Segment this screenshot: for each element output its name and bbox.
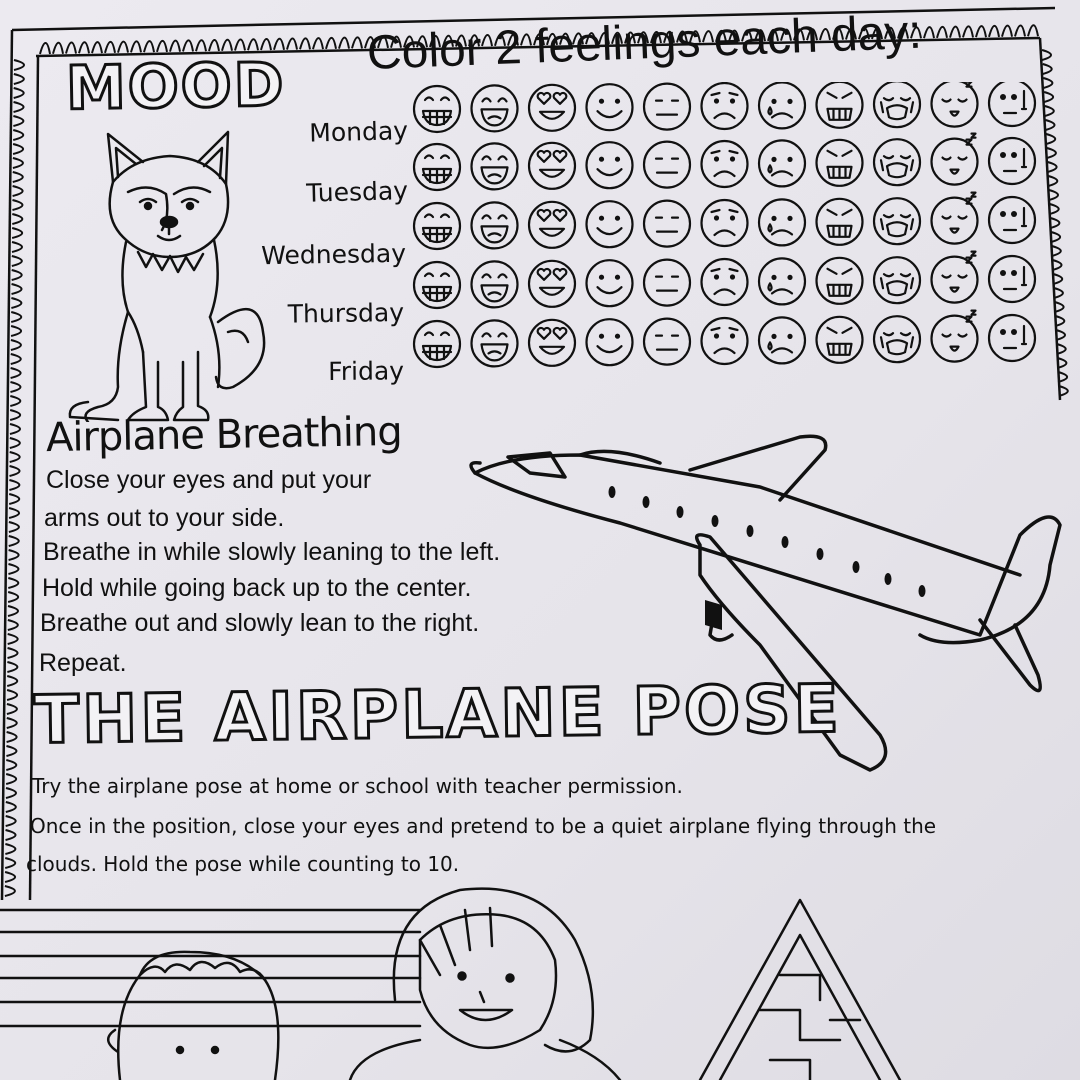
neutral-face-icon[interactable] <box>644 142 690 188</box>
sleepy-face-icon[interactable] <box>932 82 978 127</box>
angry-face-icon[interactable] <box>817 140 863 186</box>
neutral-face-icon[interactable] <box>644 201 690 247</box>
laughing-face-icon[interactable] <box>472 85 518 131</box>
day-label-tuesday: Tuesday <box>305 176 409 208</box>
airplane-breathing-heading: Airplane Breathing <box>45 408 403 462</box>
tracker-heading: Color 2 feelings each day: <box>366 5 923 80</box>
smiling-face-icon[interactable] <box>587 319 633 365</box>
breathing-line-5: Breathe out and slowly lean to the right. <box>40 609 480 637</box>
worried-face-icon[interactable] <box>989 315 1035 361</box>
crying-face-icon[interactable] <box>759 82 805 128</box>
sleepy-face-icon[interactable] <box>932 134 978 185</box>
sobbing-face-icon[interactable] <box>874 257 920 303</box>
neutral-face-icon[interactable] <box>644 260 690 306</box>
heart-eyes-face-icon[interactable] <box>529 320 575 366</box>
frowning-face-icon[interactable] <box>702 141 748 187</box>
frowning-face-icon[interactable] <box>702 83 748 129</box>
breathing-line-6: Repeat. <box>39 649 127 677</box>
husky-dog-illustration <box>58 122 273 422</box>
grinning-face-icon[interactable] <box>414 262 460 308</box>
laughing-face-icon[interactable] <box>472 143 518 189</box>
pose-line-2: Once in the position, close your eyes and pretend to be a quiet airplane flying through the <box>30 814 937 838</box>
worried-face-icon[interactable] <box>989 82 1035 126</box>
smiling-face-icon[interactable] <box>587 142 633 188</box>
breathing-line-3: Breathe in while slowly leaning to the left. <box>43 538 501 566</box>
sobbing-face-icon[interactable] <box>874 139 920 185</box>
sleepy-face-icon[interactable] <box>932 193 978 244</box>
smiling-face-icon[interactable] <box>587 84 633 130</box>
heart-eyes-face-icon[interactable] <box>529 202 575 248</box>
day-label-thursday: Thursday <box>287 297 405 329</box>
smiling-face-icon[interactable] <box>587 260 633 306</box>
sobbing-face-icon[interactable] <box>874 82 920 127</box>
frowning-face-icon[interactable] <box>702 200 748 246</box>
airplane-pose-title: THE AIRPLANE POSE <box>33 670 843 759</box>
angry-face-icon[interactable] <box>817 258 863 304</box>
smiling-face-icon[interactable] <box>587 201 633 247</box>
day-label-monday: Monday <box>308 116 409 148</box>
crying-face-icon[interactable] <box>759 140 805 186</box>
angry-face-icon[interactable] <box>817 199 863 245</box>
grinning-face-icon[interactable] <box>414 203 460 249</box>
neutral-face-icon[interactable] <box>644 84 690 130</box>
mood-title: MOOD <box>65 50 287 124</box>
breathing-line-4: Hold while going back up to the center. <box>42 574 472 602</box>
angry-face-icon[interactable] <box>817 317 863 363</box>
breathing-line-2: arms out to your side. <box>44 504 285 532</box>
sobbing-face-icon[interactable] <box>874 198 920 244</box>
heart-eyes-face-icon[interactable] <box>529 85 575 131</box>
sleepy-face-icon[interactable] <box>932 252 978 303</box>
crying-face-icon[interactable] <box>759 199 805 245</box>
heart-eyes-face-icon[interactable] <box>529 261 575 307</box>
neutral-face-icon[interactable] <box>644 319 690 365</box>
breathing-line-1: Close your eyes and put your <box>46 466 372 494</box>
laughing-face-icon[interactable] <box>472 320 518 366</box>
frowning-face-icon[interactable] <box>702 318 748 364</box>
worried-face-icon[interactable] <box>989 197 1035 243</box>
heart-eyes-face-icon[interactable] <box>529 143 575 189</box>
emoji-grid <box>410 82 1050 388</box>
laughing-face-icon[interactable] <box>472 261 518 307</box>
day-label-wednesday: Wednesday <box>261 238 407 271</box>
day-label-friday: Friday <box>328 356 405 387</box>
bottom-scene-illustration <box>0 880 1080 1080</box>
grinning-face-icon[interactable] <box>414 321 460 367</box>
frowning-face-icon[interactable] <box>702 259 748 305</box>
grinning-face-icon[interactable] <box>414 86 460 132</box>
angry-face-icon[interactable] <box>817 82 863 128</box>
worried-face-icon[interactable] <box>989 138 1035 184</box>
sleepy-face-icon[interactable] <box>932 311 978 362</box>
grinning-face-icon[interactable] <box>414 144 460 190</box>
worried-face-icon[interactable] <box>989 256 1035 302</box>
sobbing-face-icon[interactable] <box>874 316 920 362</box>
crying-face-icon[interactable] <box>759 258 805 304</box>
crying-face-icon[interactable] <box>759 317 805 363</box>
laughing-face-icon[interactable] <box>472 202 518 248</box>
pose-line-1: Try the airplane pose at home or school with teacher permission. <box>32 774 683 798</box>
pose-line-3: clouds. Hold the pose while counting to 10. <box>26 852 460 876</box>
